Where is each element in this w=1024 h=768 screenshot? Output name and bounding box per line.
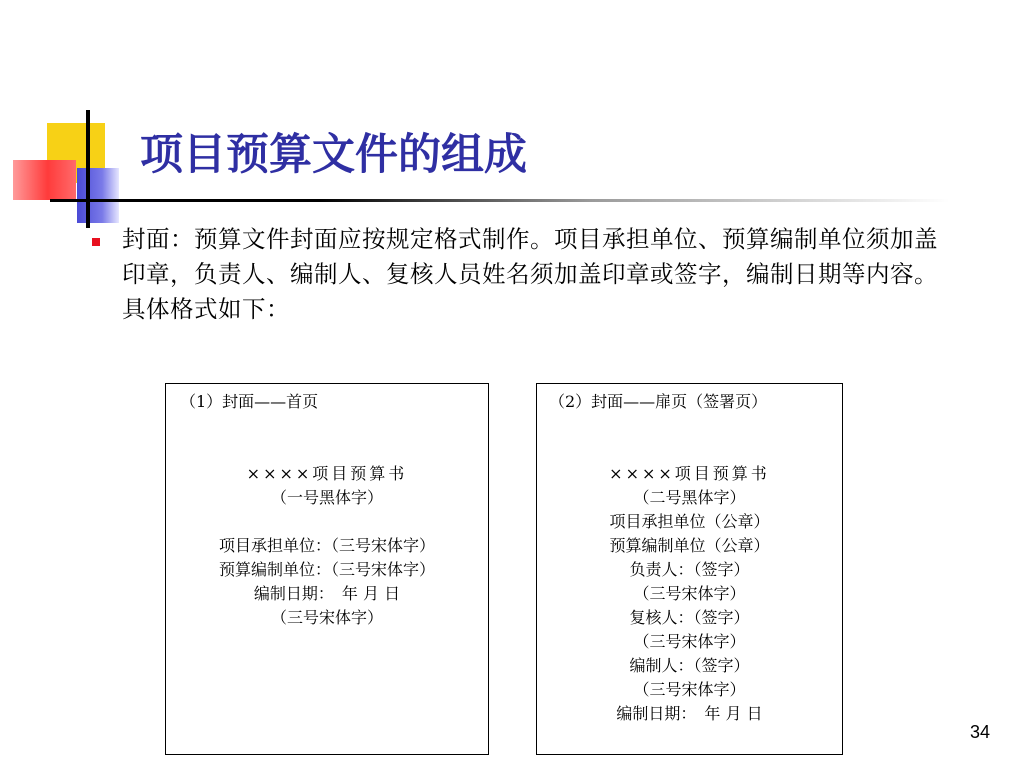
slide-title: 项目预算文件的组成 [140,130,527,180]
box2-line: 预算编制单位（公章） [609,536,770,555]
decor-vertical-line [86,110,90,228]
box1-content [166,462,488,630]
title-underline [50,199,950,202]
decor-blue-square [77,168,119,223]
cover-title-page-box [536,383,843,755]
box1-header: （1）封面——首页 [180,392,319,411]
page-number: 34 [969,722,990,742]
box2-line: 项目承担单位（公章） [609,512,770,531]
box2-line: （二号黑体字） [633,488,746,507]
box1-line: 项目承担单位：（三号宋体字） [218,536,435,555]
box2-line: 编制日期： 年 月 日 [616,704,763,723]
box2-line: （三号宋体字） [633,584,746,603]
box2-line: （三号宋体字） [633,680,746,699]
box1-line: 预算编制单位：（三号宋体字） [218,560,435,579]
box2-line: （三号宋体字） [633,632,746,651]
box1-line: （一号黑体字） [270,488,383,507]
box2-content [537,462,842,726]
box1-line: ××××项目预算书 [246,464,408,483]
box2-line: ××××项目预算书 [609,464,770,483]
bullet-text: 封面：预算文件封面应按规定格式制作。项目承担单位、预算编制单位须加盖印章，负责人、编制人、复核人员姓名须加盖印章或签字，编制日期等内容。具体格式如下： [122,225,938,323]
box2-line: 编制人：（签字） [629,656,750,675]
bullet-square-icon [92,238,100,246]
box2-header: （2）封面——扉页（签署页） [549,392,768,411]
box1-line: （三号宋体字） [270,608,383,627]
cover-first-page-box [165,383,489,755]
decor-red-square [13,160,76,200]
box2-line: 负责人：（签字） [629,560,750,579]
box1-line: 编制日期： 年 月 日 [253,584,401,603]
box2-line: 复核人：（签字） [629,608,750,627]
box1-spacer [166,510,488,534]
